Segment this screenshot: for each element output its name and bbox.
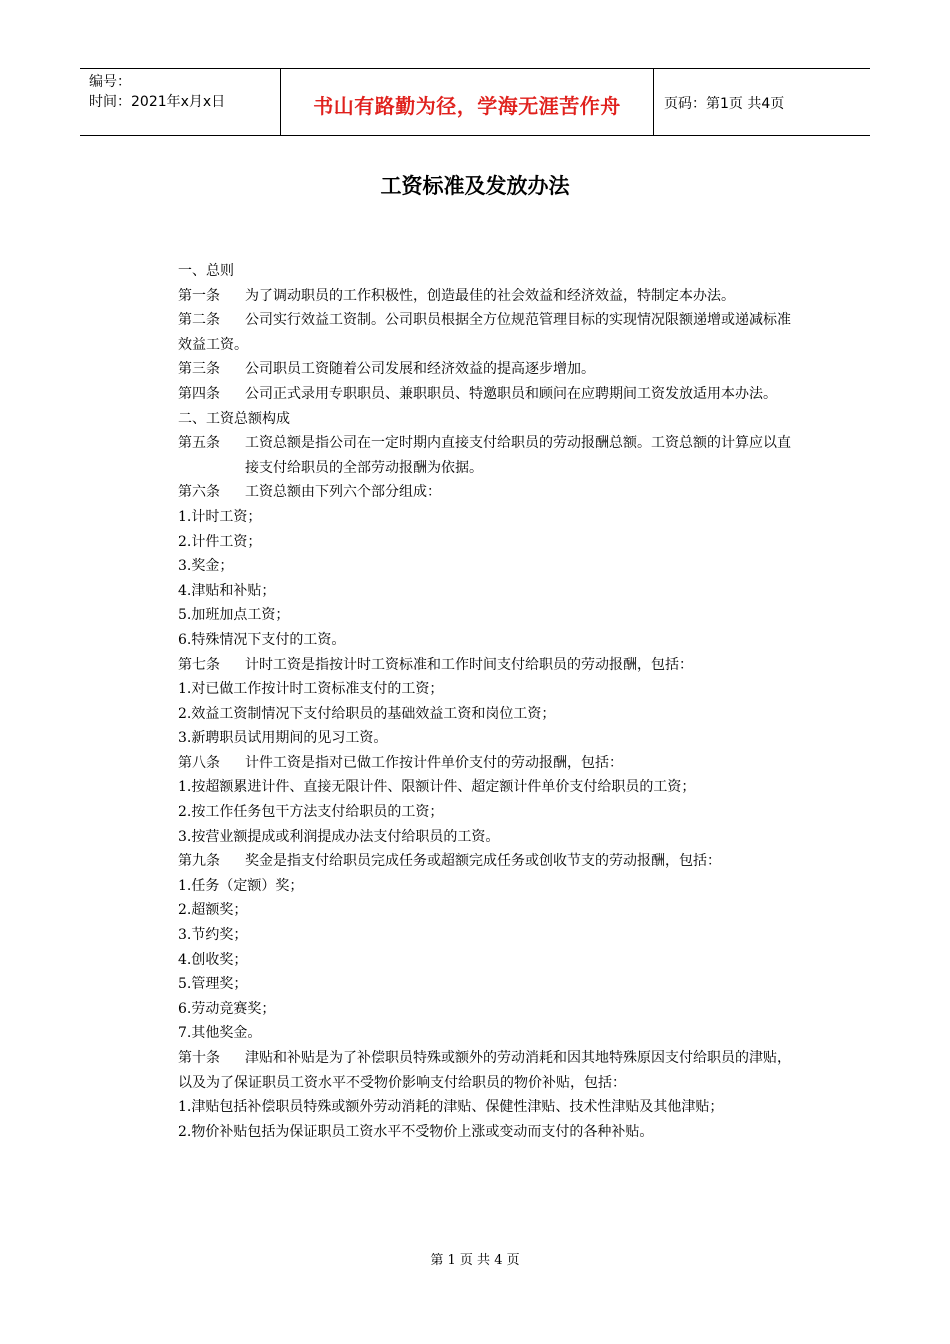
article-text: 工资总额是指公司在一定时期内直接支付给职员的劳动报酬总额。工资总额的计算应以直接支付给职员的全部劳动报酬为依据。 [245,435,791,476]
article-4 [144,382,804,407]
header-left-cell [80,69,281,135]
article-label: 第三条 [178,361,220,378]
article-label: 第十条 [178,1050,220,1066]
article-label: 第二条 [178,312,220,329]
list-item: 2.物价补贴包括为保证职员工资水平不受物价上涨或变动而支付的各种补贴。 [178,1123,654,1140]
article-3 [144,357,804,382]
article-label: 第七条 [178,656,220,673]
article-text: 公司正式录用专职职员、兼职职员、特邀职员和顾问在应聘期间工资发放适用本办法。 [245,385,777,402]
page-footer: 第 1 页 共 4 页 [430,1253,520,1268]
list-item: 3.新聘职员试用期间的见习工资。 [178,730,388,747]
header-page-info: 页码：第1页 共4页 [664,96,785,112]
article-text: 奖金是指支付给职员完成任务或超额完成任务或创收节支的劳动报酬，包括： [245,853,721,870]
article-9 [144,849,804,874]
list-item: 7.其他奖金。 [178,1025,262,1042]
article-2 [144,308,804,357]
list-item: 1.任务（定额）奖； [178,877,304,894]
article-10 [144,1046,804,1095]
list-item: 3.奖金； [178,558,234,575]
document-body [144,259,804,1144]
list-item: 1.对已做工作按计时工资标准支付的工资； [178,681,444,698]
article-label: 第四条 [178,385,220,402]
article-1 [144,284,804,309]
section-heading-wage-composition: 二、工资总额构成 [178,410,290,427]
list-item: 4.津贴和补贴； [178,582,276,599]
list-item: 6.劳动竞赛奖； [178,1000,276,1017]
list-item: 1.计时工资； [178,508,262,525]
list-item: 2.按工作任务包干方法支付给职员的工资； [178,804,444,821]
article-text: 津贴和补贴是为了补偿职员特殊或额外的劳动消耗和因其地特殊原因支付给职员的津贴，以及为了保证职员工资水平不受物价影响支付给职员的物价补贴，包括： [178,1050,791,1091]
section-heading-general: 一、总则 [178,263,234,279]
article-text: 为了调动职员的工作积极性，创造最佳的社会效益和经济效益，特制定本办法。 [245,287,735,304]
article-text: 工资总额由下列六个部分组成： [245,484,441,501]
document-title: 工资标准及发放办法 [380,173,570,198]
article-text: 计时工资是指按计时工资标准和工作时间支付给职员的劳动报酬，包括： [245,656,693,673]
article-text: 公司职员工资随着公司发展和经济效益的提高逐步增加。 [245,361,595,378]
list-item: 2.超额奖； [178,902,248,919]
document-number-label: 编号： [89,74,131,90]
header-motto: 书山有路勤为径，学海无涯苦作舟 [281,69,654,135]
list-item: 4.创收奖； [178,951,248,968]
header-table [80,68,870,136]
list-item: 3.节约奖； [178,927,248,944]
list-item: 1.按超额累进计件、直接无限计件、限额计件、超定额计件单价支付给职员的工资； [178,779,696,796]
article-text: 公司实行效益工资制。公司职员根据全方位规范管理目标的实现情况限额递增或递减标准效益工资。 [178,312,791,353]
document-date: 时间：2021年x月x日 [89,94,226,110]
article-6 [144,480,804,505]
list-item: 5.加班加点工资； [178,607,290,624]
list-item: 2.效益工资制情况下支付给职员的基础效益工资和岗位工资； [178,705,556,722]
article-label: 第六条 [178,484,220,501]
article-5 [144,431,804,480]
article-label: 第九条 [178,853,220,870]
list-item: 1.津贴包括补偿职员特殊或额外劳动消耗的津贴、保健性津贴、技术性津贴及其他津贴； [178,1099,724,1116]
list-item: 5.管理奖； [178,976,248,993]
list-item: 3.按营业额提成或利润提成办法支付给职员的工资。 [178,828,500,845]
article-8 [144,751,804,776]
article-label: 第八条 [178,754,220,771]
list-item: 6.特殊情况下支付的工资。 [178,631,346,648]
article-text: 计件工资是指对已做工作按计件单价支付的劳动报酬，包括： [245,754,623,771]
article-7 [144,653,804,678]
list-item: 2.计件工资； [178,533,262,550]
article-label: 第一条 [178,287,220,304]
article-label: 第五条 [178,435,220,452]
